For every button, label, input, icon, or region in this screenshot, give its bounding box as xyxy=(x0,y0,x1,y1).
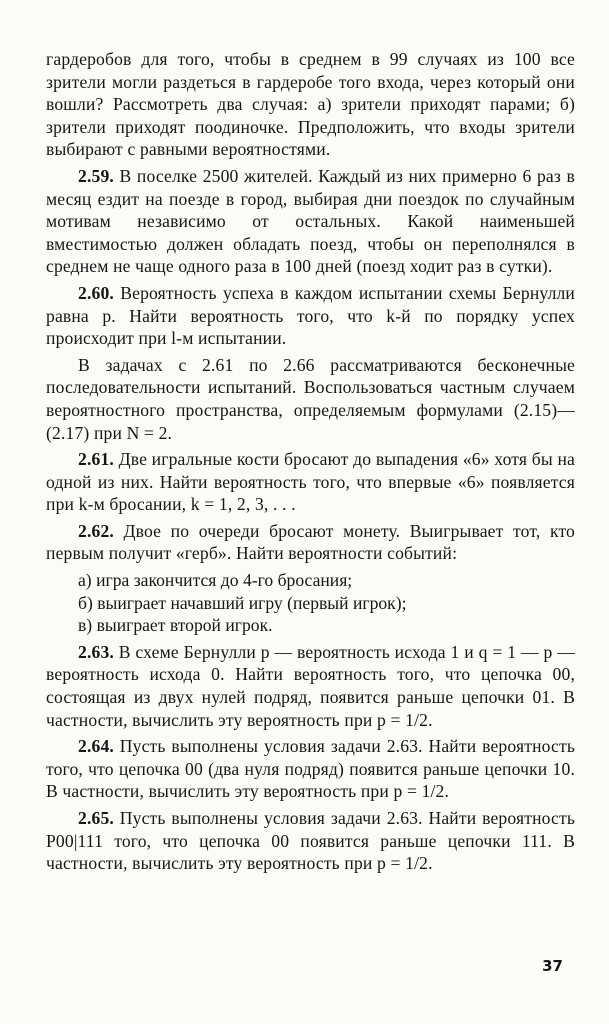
problem-number: 2.62. xyxy=(78,520,114,541)
list-item: а) игра закончится до 4-го бросания; xyxy=(78,570,353,591)
problem-number: 2.63. xyxy=(78,641,114,662)
problem-2-61 xyxy=(46,448,575,516)
problem-2-65 xyxy=(46,807,575,875)
problem-2-62-subitems xyxy=(46,569,575,637)
problem-number: 2.60. xyxy=(78,282,114,303)
problem-text: В поселке 2500 жителей. Каждый из них примерно 6 раз в месяц ездит на поезде в город, выбирая дни поездок по случайным мотивам независимо от остальных. Какой наименьшей вместимостью должен обладать поезд, чтобы он переполнялся в среднем не чаще одного раза в 100 дней (поезд ходит раз в сутки). xyxy=(46,165,575,277)
problem-number: 2.61. xyxy=(78,449,114,470)
paragraph-continuation xyxy=(46,48,575,161)
problem-number: 2.64. xyxy=(78,736,114,757)
problem-2-62 xyxy=(46,520,575,565)
page-body xyxy=(46,48,575,875)
problem-2-64 xyxy=(46,735,575,803)
problem-text: Пусть выполнены условия задачи 2.63. Найти вероятность P00|111 того, что цепочка 00 появится раньше цепочки 111. В частности, вычислить эту вероятность при p = 1/2. xyxy=(46,808,575,874)
problem-text: Двое по очереди бросают монету. Выигрывает тот, кто первым получит «герб». Найти вероятности событий: xyxy=(46,520,575,564)
problem-text: Пусть выполнены условия задачи 2.63. Найти вероятность того, что цепочка 00 (два нуля подряд) появится раньше цепочки 10. В частности, вычислить эту вероятность при p = 1/2. xyxy=(46,736,575,802)
section-note xyxy=(46,354,575,444)
problem-2-59 xyxy=(46,165,575,278)
list-item: в) выиграет второй игрок. xyxy=(78,615,273,636)
problem-2-63 xyxy=(46,641,575,731)
paragraph-text: гардеробов для того, чтобы в среднем в 99 случаях из 100 все зрители могли раздеться в гардеробе того входа, через который они вошли? Рассмотреть два случая: а) зрители приходят парами; б) зрители приходят поодиночке. Предположить, что входы зрители выбирают с равными вероятностями. xyxy=(46,49,575,160)
problem-text: Две игральные кости бросают до выпадения «6» хотя бы на одной из них. Найти вероятность того, что впервые «6» появляется при k-м бросании, k = 1, 2, 3, . . . xyxy=(46,449,575,515)
page-number: 37 xyxy=(542,957,563,975)
list-item: б) выиграет начавший игру (первый игрок); xyxy=(78,592,407,613)
problem-text: Вероятность успеха в каждом испытании схемы Бернулли равна p. Найти вероятность того, что k-й по порядку успех происходит при l-м испытании. xyxy=(46,282,575,349)
problem-number: 2.65. xyxy=(78,808,114,828)
problem-text: В схеме Бернулли p — вероятность исхода 1 и q = 1 — p — вероятность исхода 0. Найти вероятность того, что цепочка 00, состоящая из двух нулей подряд, появится раньше цепочки 01. В частности, вычислить эту вероятность при p = 1/2. xyxy=(46,641,575,730)
note-text: В задачах с 2.61 по 2.66 рассматриваются бесконечные последовательности испытаний. Воспользоваться частным случаем вероятностного пространства, определяемым формулами (2.15)—(2.17) при N = 2. xyxy=(46,354,575,443)
problem-number: 2.59. xyxy=(78,165,114,186)
problem-2-60 xyxy=(46,282,575,350)
